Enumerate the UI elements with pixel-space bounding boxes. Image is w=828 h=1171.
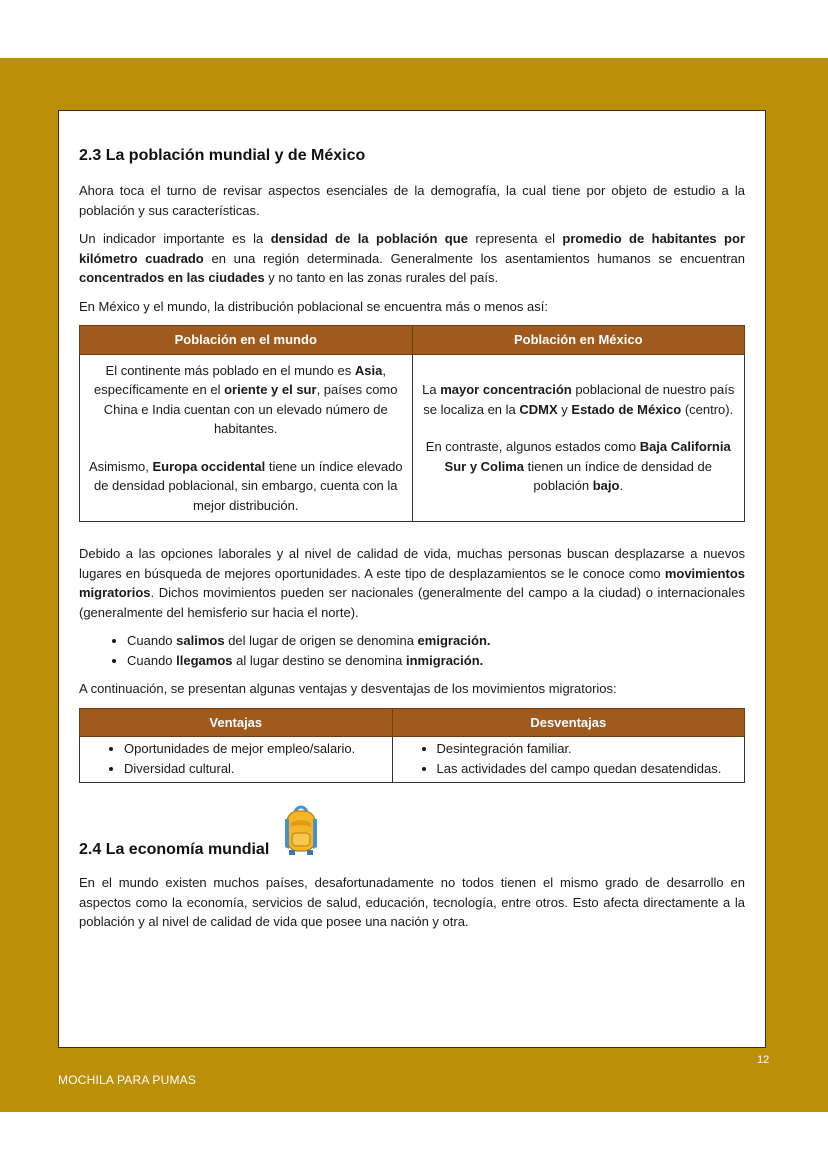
desventajas-cell (392, 737, 744, 783)
mexico-cdmx-text: La mayor concentración poblacional de nuestro país se localiza en la CDMX y Estado de México (centro). (422, 382, 735, 417)
list-item: • Las actividades del campo quedan desatendidas. (437, 759, 736, 779)
population-mexico-cell (412, 354, 745, 522)
list-item: • Cuando salimos del lugar de origen se denomina emigración. (127, 631, 745, 651)
economy-paragraph: En el mundo existen muchos países, desafortunadamente no todos tienen el mismo grado de desarrollo en aspectos como la economía, servicios de salud, educación, tecnología, entre otros. Esto afecta directamente a la población y al nivel de calidad de vida que posee una nación y otra. (79, 875, 745, 929)
section-heading-population: 2.3 La población mundial y de México (79, 147, 366, 164)
list-item: • Cuando llegamos al lugar destino se denomina inmigración. (127, 651, 745, 671)
ventajas-header: Ventajas (80, 708, 393, 737)
footer-brand: MOCHILA PARA PUMAS (58, 1073, 197, 1087)
desventajas-header: Desventajas (392, 708, 744, 737)
intro-paragraph: Ahora toca el turno de revisar aspectos esenciales de la demografía, la cual tiene por objeto de estudio a la población y sus características. (79, 183, 745, 218)
pros-cons-intro: A continuación, se presentan algunas ventajas y desventajas de los movimientos migratorios: (79, 681, 617, 696)
ventajas-cell (80, 737, 393, 783)
list-item: • Diversidad cultural. (124, 759, 384, 779)
population-world-header: Población en el mundo (80, 326, 413, 355)
mexico-low-density-text: En contraste, algunos estados como Baja California Sur y Colima tienen un índice de densidad de población bajo. (425, 439, 731, 493)
population-table (79, 325, 745, 522)
population-world-cell (80, 354, 413, 522)
section-heading-economy: 2.4 La economía mundial (79, 841, 270, 858)
backpack-icon (281, 803, 321, 859)
content-card (58, 110, 766, 1048)
economy-heading-row (79, 803, 745, 859)
migration-bullets (79, 631, 745, 670)
distribution-paragraph: En México y el mundo, la distribución poblacional se encuentra más o menos así: (79, 298, 548, 314)
pros-cons-table (79, 708, 745, 784)
world-asia-text: El continente más poblado en el mundo es Asia, específicamente en el oriente y el sur, países como China e India cuentan con un elevado número de habitantes. (94, 362, 398, 436)
migration-paragraph: Debido a las opciones laborales y al nivel de calidad de vida, muchas personas buscan desplazarse a nuevos lugares en búsqueda de mejores oportunidades. A este tipo de desplazamientos se le conoce como movimientos migratorios. Dichos movimientos pueden ser nacionales (generalmente del campo a la ciudad) o internacionales (generalmente del hemisferio sur hacia el norte). (79, 546, 745, 620)
list-item: • Desintegración familiar. (437, 739, 736, 759)
population-mexico-header: Población en México (412, 326, 745, 355)
page-number: 12 (757, 1054, 770, 1066)
list-item: • Oportunidades de mejor empleo/salario. (124, 739, 384, 759)
world-europe-text: Asimismo, Europa occidental tiene un índice elevado de densidad poblacional, sin embargo, cuenta con la mejor distribución. (88, 458, 403, 513)
density-paragraph: Un indicador importante es la densidad de la población que representa el promedio de habitantes por kilómetro cuadrado en una región determinada. Generalmente los asentamientos humanos se encuentran concentrados en las ciudades y no tanto en las zonas rurales del país. (79, 231, 746, 285)
